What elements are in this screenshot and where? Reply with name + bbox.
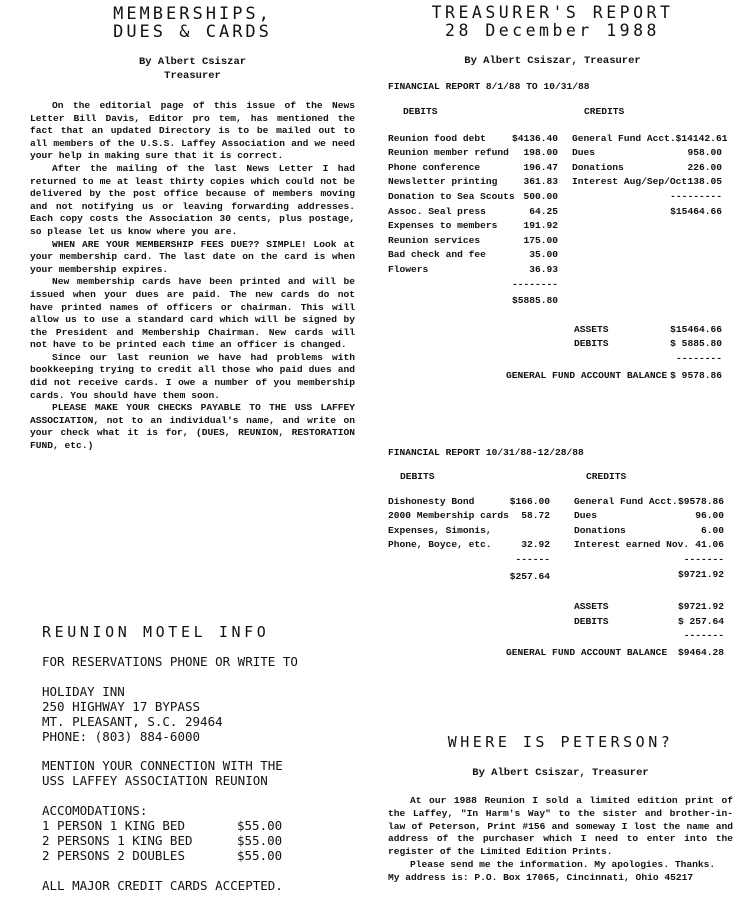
credit-row: Donations 6.00 [574, 524, 724, 536]
debit-row: Expenses to members 191.92 [388, 220, 558, 232]
treasurer-article [380, 4, 725, 68]
memberships-paragraph: WHEN ARE YOUR MEMBERSHIP FEES DUE?? SIMPLE! Look at your membership card. The last date on the card is when your membership expires. [30, 238, 355, 275]
peterson-paragraph: Please send me the information. My apologies. Thanks. [410, 858, 716, 870]
summary-rule: ------- [683, 630, 724, 642]
peterson-byline: By Albert Csiszar, Treasurer [472, 767, 649, 779]
memberships-article [30, 5, 355, 453]
accommodation-row: 1 PERSON 1 KING BED $55.00 [42, 818, 283, 833]
memberships-byline: By Albert Csiszar Treasurer [138, 56, 247, 82]
debit-row: Expenses, Simonis, [388, 524, 492, 536]
peterson-title: WHERE IS PETERSON? [447, 733, 674, 751]
debit-row: Flowers 36.93 [388, 263, 558, 275]
debits-list [388, 132, 558, 309]
debits-sum-value: $ 5885.80 [670, 338, 722, 350]
credits-rule: ------- [683, 553, 724, 565]
financial-report-2 [388, 446, 733, 661]
credit-row: General Fund Acct. $14142.61 [572, 132, 728, 144]
debit-row: Reunion member refund 198.00 [388, 147, 558, 159]
debits-total: $257.64 [509, 570, 550, 582]
credit-row: Interest Aug/Sep/Oct 138.05 [572, 176, 722, 188]
credit-row: Dues 958.00 [572, 147, 722, 159]
assets-label: ASSETS [574, 323, 609, 335]
credits-total: $9721.92 [677, 568, 724, 580]
balance-label: GENERAL FUND ACCOUNT BALANCE [506, 646, 668, 658]
motel-reservations: FOR RESERVATIONS PHONE OR WRITE TO [42, 654, 298, 669]
memberships-title: MEMBERSHIPS, DUES & CARDS [113, 4, 272, 42]
credits-rule: --------- [670, 190, 722, 202]
credit-row: Dues 96.00 [574, 510, 724, 522]
report-summary [388, 323, 722, 383]
debit-row: Assoc. Seal press 64.25 [388, 205, 558, 217]
motel-credit-cards: ALL MAJOR CREDIT CARDS ACCEPTED. [42, 878, 283, 893]
memberships-paragraph: On the editorial page of this issue of the News Letter Bill Davis, Editor pro tem, has mentioned the fact that an updated Directory is to be mailed out to all members of the U.S.S. Laffey Association and we need your help in making sure that it is correct. [30, 100, 355, 162]
debits-rule: -------- [511, 278, 558, 290]
peterson-body [388, 795, 733, 885]
credits-total: $15464.66 [670, 205, 722, 217]
debit-row: Donation to Sea Scouts 500.00 [388, 190, 558, 202]
peterson-paragraph: At our 1988 Reunion I sold a limited edition print of the Laffey, "In Harm's Way" to the sister and brother-in-law of Peterson, Print #156 and someway I lost the name and address of the purchaser which I need to enter into the register of the Limited Edition Prints. [388, 795, 733, 858]
memberships-body [30, 100, 355, 453]
debit-row: Phone conference 196.47 [388, 161, 558, 173]
debit-row: Newsletter printing 361.83 [388, 176, 558, 188]
assets-value: $15464.66 [670, 323, 722, 335]
accommodation-row: 2 PERSONS 1 KING BED $55.00 [42, 833, 283, 848]
debit-row: Phone, Boyce, etc. 32.92 [388, 539, 550, 551]
motel-title: REUNION MOTEL INFO [42, 623, 270, 641]
peterson-article [388, 733, 733, 885]
debit-row: Dishonesty Bond $166.00 [388, 495, 550, 507]
report-summary [388, 600, 724, 660]
debits-rule: ------ [515, 553, 550, 565]
summary-rule: -------- [675, 352, 722, 364]
balance-label: GENERAL FUND ACCOUNT BALANCE [506, 369, 668, 381]
memberships-paragraph: New membership cards have been printed and will be issued when your dues are paid. The new cards do not have printed names of officers or chairman. This will allow us to use a standard card which will be signed by the President and Membership Chairman. New cards will not have to be printed each time an officer is changed. [30, 276, 355, 351]
debit-row: 2000 Membership cards 58.72 [388, 510, 550, 522]
credit-row: General Fund Acct. $9578.86 [574, 495, 724, 507]
report-heading: FINANCIAL REPORT 10/31/88-12/28/88 [388, 447, 584, 458]
debits-sum-value: $ 257.64 [677, 615, 724, 627]
memberships-paragraph: PLEASE MAKE YOUR CHECKS PAYABLE TO THE USS LAFFEY ASSOCIATION, not to an individual's name, and write on your check what it is for, (DUES, REUNION, RESTORATION FUND, etc.) [30, 402, 355, 452]
debits-total: $5885.80 [511, 295, 558, 307]
credits-list [574, 495, 724, 585]
memberships-paragraph: Since our last reunion we have had problems with bookkeeping trying to credit all those who paid dues and did not receive cards. I owe a number of you membership cards. You should have them soon. [30, 351, 355, 401]
credit-row: Interest earned Nov. 41.06 [574, 539, 724, 551]
financial-report-1 [388, 80, 733, 383]
peterson-address: My address is: P.O. Box 17065, Cincinnati, Ohio 45217 [388, 871, 694, 883]
debits-sum-label: DEBITS [574, 338, 609, 350]
assets-value: $9721.92 [677, 601, 724, 613]
balance-value: $ 9578.86 [670, 369, 722, 381]
report-column-labels: DEBITS CREDITS [400, 470, 627, 482]
debits-list [388, 495, 550, 585]
credit-row: Donations 226.00 [572, 161, 722, 173]
accommodation-row: 2 PERSONS 2 DOUBLES $55.00 [42, 848, 283, 863]
debit-row: Reunion food debt $4136.40 [388, 132, 558, 144]
credits-list [572, 132, 728, 309]
report-column-labels: DEBITS CREDITS [403, 105, 625, 117]
motel-article [42, 625, 372, 893]
treasurer-title: TREASURER'S REPORT 28 December 1988 [431, 3, 674, 40]
debits-sum-label: DEBITS [574, 615, 609, 627]
debit-row: Reunion services 175.00 [388, 234, 558, 246]
motel-address: HOLIDAY INN 250 HIGHWAY 17 BYPASS MT. PLEASANT, S.C. 29464 PHONE: (803) 884-6000 [42, 684, 223, 744]
treasurer-byline: By Albert Csiszar, Treasurer [464, 55, 641, 67]
report-heading: FINANCIAL REPORT 8/1/88 TO 10/31/88 [388, 81, 590, 92]
assets-label: ASSETS [574, 601, 609, 613]
debit-row: Bad check and fee 35.00 [388, 249, 558, 261]
balance-value: $9464.28 [677, 646, 724, 658]
accommodations: ACCOMODATIONS: 1 PERSON 1 KING BED $55.00 2 PERSONS 1 KING BED $55.00 2 PERSONS 2 DOUBLES $55.00 [42, 803, 372, 863]
motel-mention: MENTION YOUR CONNECTION WITH THE USS LAFFEY ASSOCIATION REUNION [42, 758, 283, 788]
memberships-paragraph: After the mailing of the last News Letter I had returned to me at least thirty copies which could not be delivered by the post office because of members moving and not notifying us or leaving forwarding addresses. Each copy costs the Association 30 cents, plus postage, so please let us know where you are. [30, 162, 355, 237]
